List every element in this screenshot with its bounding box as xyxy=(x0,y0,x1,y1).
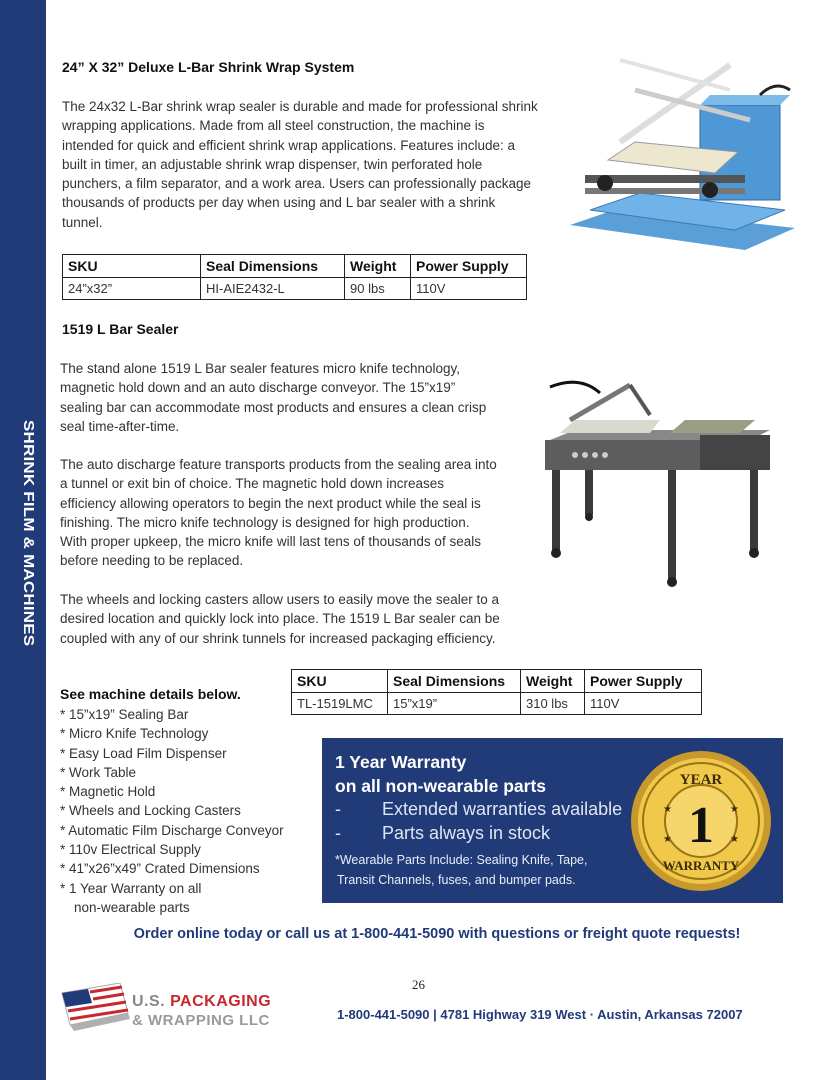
warranty-bullet-text: Extended warranties available xyxy=(382,799,623,819)
table-cell: 15”x19” xyxy=(388,693,521,715)
lbar-sealer-image xyxy=(520,375,780,590)
sidebar xyxy=(0,0,46,1080)
warranty-banner xyxy=(322,738,783,903)
warranty-note-line2: Transit Channels, fuses, and bumper pads. xyxy=(337,873,576,887)
table-header: SKU xyxy=(292,670,388,693)
product2-para1: The stand alone 1519 L Bar sealer features micro knife technology, magnetic hold down and an auto discharge conveyor. The 15”x19” sealing bar can accommodate most products and ensures a clean crisp seal time-after-time. xyxy=(60,361,487,434)
list-item: * Micro Knife Technology xyxy=(60,726,209,742)
table-header: Weight xyxy=(521,670,585,693)
logo-line2: & WRAPPING LLC xyxy=(132,1012,270,1029)
list-item: * 41”x26”x49” Crated Dimensions xyxy=(60,861,260,877)
logo-us: U.S. xyxy=(132,993,171,1010)
badge-warranty-text: WARRANTY xyxy=(662,858,740,873)
svg-text:★: ★ xyxy=(730,834,739,845)
table-header-row xyxy=(63,255,527,278)
list-item: non-wearable parts xyxy=(74,899,190,915)
warranty-bullet-text: Parts always in stock xyxy=(382,823,551,843)
table-cell: TL-1519LMC xyxy=(292,693,388,715)
logo-packaging: PACKAGING xyxy=(170,993,272,1010)
table-cell: 110V xyxy=(585,693,702,715)
product2-spec-table xyxy=(291,669,702,715)
warranty-note xyxy=(335,850,587,890)
table-cell: 310 lbs xyxy=(521,693,585,715)
table-cell: 90 lbs xyxy=(345,278,411,300)
list-item: * 110v Electrical Supply xyxy=(60,842,201,858)
list-item: * Wheels and Locking Casters xyxy=(60,803,241,819)
table-row xyxy=(63,278,527,300)
details-list xyxy=(60,705,284,917)
sidebar-label: SHRINK FILM & MACHINES xyxy=(20,420,37,647)
dash: - xyxy=(335,799,341,819)
table-cell: HI-AIE2432-L xyxy=(201,278,345,300)
table-header-row xyxy=(292,670,702,693)
table-header: Power Supply xyxy=(411,255,527,278)
list-item: * 1 Year Warranty on all xyxy=(60,880,202,896)
table-cell: 110V xyxy=(411,278,527,300)
product2-para2: The auto discharge feature transports products from the sealing area into a tunnel or exit bin of choice. The magnetic hold down increases efficiency allowing operators to begin the next product while the seal is finishing. The micro knife technology is designed for high production. With proper upkeep, the micro knife will last tens of thousands of seals before needing to be replaced. xyxy=(60,457,497,569)
table-header: Power Supply xyxy=(585,670,702,693)
dash: - xyxy=(335,823,341,843)
table-row xyxy=(292,693,702,715)
product2-para3: The wheels and locking casters allow users to easily move the sealer to a desired location and quickly lock into place. The 1519 L Bar sealer can be coupled with any of our shrink tunnels for increased packaging efficiency. xyxy=(60,592,500,646)
list-item: * Magnetic Hold xyxy=(60,784,156,800)
product2-title: 1519 L Bar Sealer xyxy=(62,321,179,337)
company-logo xyxy=(60,983,290,1033)
badge-year-text: YEAR xyxy=(679,772,723,788)
lbar-system-image xyxy=(560,50,800,250)
product1-description: The 24x32 L-Bar shrink wrap sealer is durable and made for professional shrink wrapping applications. Made from all steel construction, the machine is intended for quick and efficient shrink wrap applications. Features include: a built in timer, an adjustable shrink wrap dispenser, twin perforated hole punchers, a film separator, and a work area. Users can professionally package thousands of products per day when using and L bar sealer with a shrink tunnel. xyxy=(62,99,538,230)
list-item: * Easy Load Film Dispenser xyxy=(60,745,227,761)
product1-spec-table xyxy=(62,254,527,300)
list-item: * Automatic Film Discharge Conveyor xyxy=(60,822,284,838)
svg-text:★: ★ xyxy=(730,804,739,815)
warranty-title-line2: on all non-wearable parts xyxy=(335,776,547,796)
flag-icon xyxy=(60,983,130,1031)
warranty-title xyxy=(335,750,546,798)
table-cell: 24”x32” xyxy=(63,278,201,300)
table-header: SKU xyxy=(63,255,201,278)
list-item: * Work Table xyxy=(60,764,137,780)
details-title: See machine details below. xyxy=(60,686,241,702)
logo-line1 xyxy=(132,993,271,1011)
warranty-note-line1: *Wearable Parts Include: Sealing Knife, Tape, xyxy=(335,853,588,867)
table-header: Seal Dimensions xyxy=(201,255,345,278)
product1-title: 24” X 32” Deluxe L-Bar Shrink Wrap System xyxy=(62,59,355,75)
warranty-bullet xyxy=(335,799,622,820)
warranty-title-line1: 1 Year Warranty xyxy=(335,752,467,772)
svg-text:★: ★ xyxy=(663,804,672,815)
list-item: * 15”x19” Sealing Bar xyxy=(60,707,189,722)
page-number: 26 xyxy=(412,977,425,992)
warranty-bullet xyxy=(335,823,550,844)
table-header: Seal Dimensions xyxy=(388,670,521,693)
badge-number-text: 1 xyxy=(688,797,714,854)
warranty-seal-icon xyxy=(625,744,777,897)
svg-text:★: ★ xyxy=(663,834,672,845)
footer-contact: 1-800-441-5090 | 4781 Highway 319 West · Austin, Arkansas 72007 xyxy=(337,1007,743,1022)
order-callout: Order online today or call us at 1-800-441-5090 with questions or freight quote requests! xyxy=(133,926,741,942)
table-header: Weight xyxy=(345,255,411,278)
